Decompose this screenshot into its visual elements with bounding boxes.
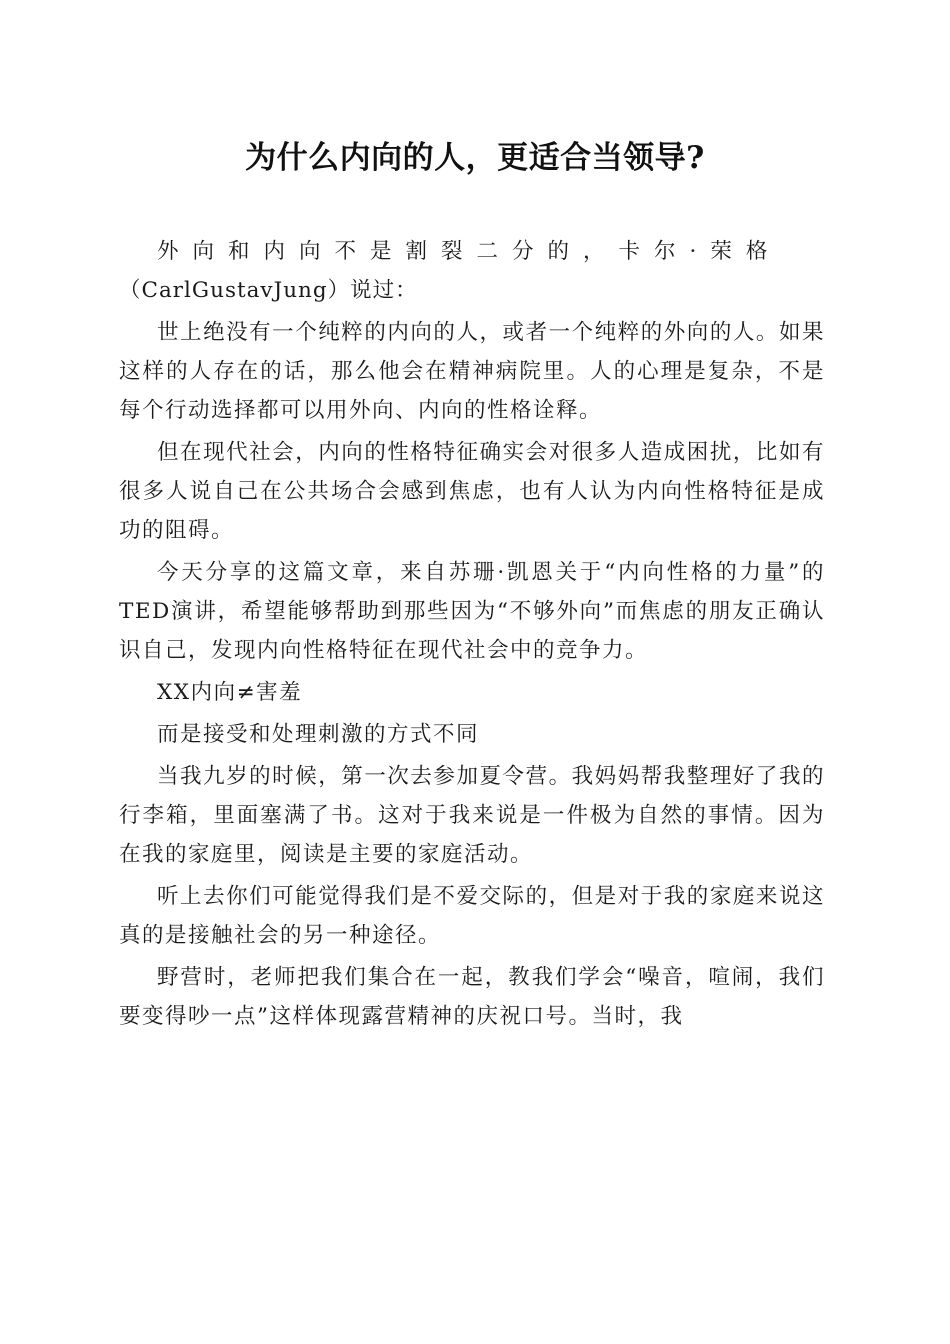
paragraph-family: 听上去你们可能觉得我们是不爱交际的，但是对于我的家庭来说这真的是接触社会的另一种途径。 [119,884,825,948]
document-body [119,232,825,1039]
paragraph-summer-camp: 当我九岁的时候，第一次去参加夏令营。我妈妈帮我整理好了我的行李箱，里面塞满了书。这对于我来说是一件极为自然的事情。因为在我的家庭里，阅读是主要的家庭活动。 [119,764,825,867]
paragraph-jung-quote: 世上绝没有一个纯粹的内向的人，或者一个纯粹的外向的人。如果这样的人存在的话，那么他会在精神病院里。人的心理是复杂，不是每个行动选择都可以用外向、内向的性格诠释。 [119,320,825,423]
paragraph-modern-society: 但在现代社会，内向的性格特征确实会对很多人造成困扰，比如有很多人说自己在公共场合会感到焦虑，也有人认为内向性格特征是成功的阻碍。 [119,440,825,543]
document-title: 为什么内向的人，更适合当领导? [245,140,705,176]
paragraph-ted-talk: 今天分享的这篇文章，来自苏珊·凯恩关于“内向性格的力量”的TED演讲，希望能够帮助到那些因为“不够外向”而焦虑的朋友正确认识自己，发现内向性格特征在现代社会中的竞争力。 [119,560,825,663]
section-heading: XX内向≠害羞 [157,680,303,705]
paragraph-intro-continued: （CarlGustavJung）说过： [119,278,418,303]
paragraph-camping: 野营时，老师把我们集合在一起，教我们学会“噪音，喧闹，我们要变得吵一点”这样体现露营精神的庆祝口号。当时，我 [119,965,825,1029]
section-subheading: 而是接受和处理刺激的方式不同 [157,722,480,747]
paragraph-intro: 外向和内向不是割裂二分的，卡尔·荣格 [157,239,782,264]
